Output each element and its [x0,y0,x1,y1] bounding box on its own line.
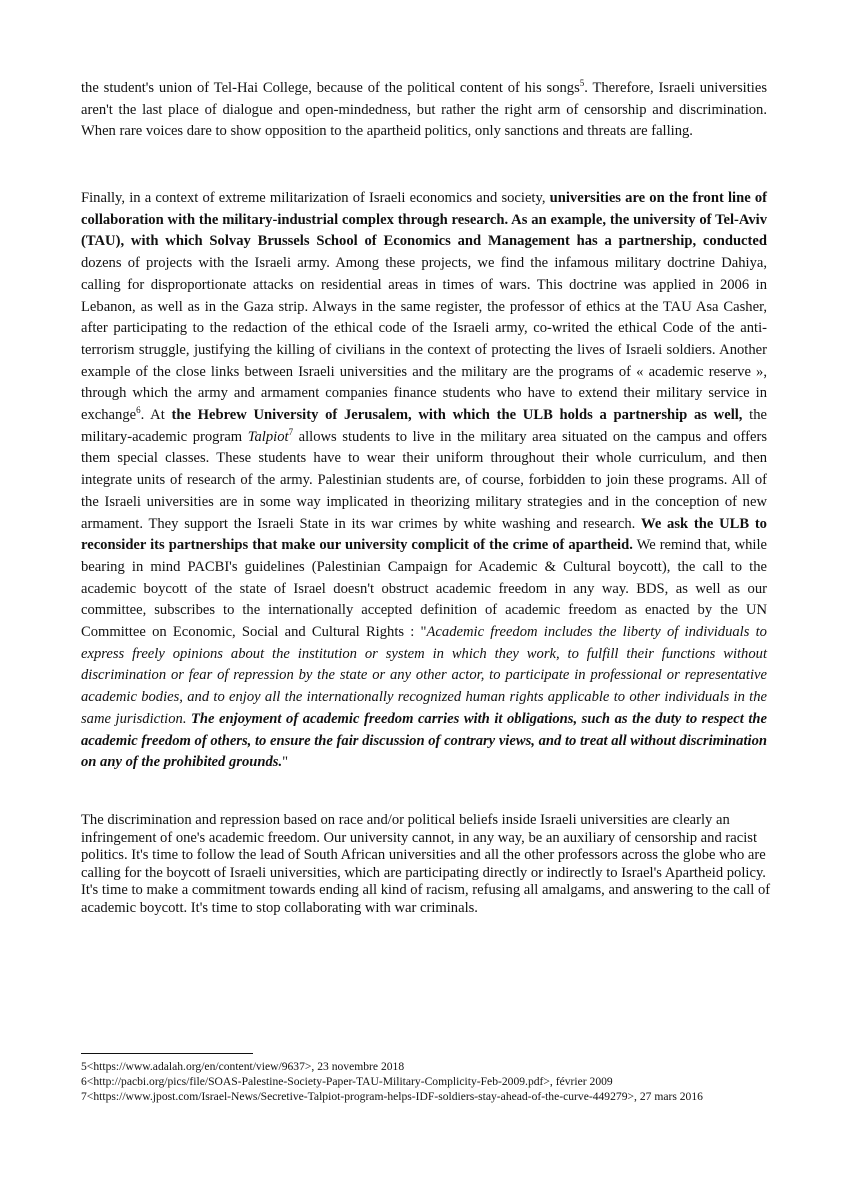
footnote-6: 6<http://pacbi.org/pics/file/SOAS-Palestine-Society-Paper-TAU-Military-Complicity-Feb-2009.pdf>, février 2009 [81,1075,613,1089]
paragraph-2-text: We remind that, while bearing in mind PACBI's guidelines (Palestinian Campaign for Academic & Cultural boycott), the call to the academic boycott of the state of Israel doesn't obstruct academic freedom in any way. BDS, as well as our committee, subscribes to the internationally accepted definition of academic freedom as enacted by the UN Committee on Economic, Social and Cultural Rights : " [81,537,767,641]
paragraph-2-text: the military-academic program [81,407,767,445]
paragraph-2-text: dozens of projects with the Israeli army. Among these projects, we find the infamous military doctrine Dahiya, calling for disproportionate attacks on residential areas in times of wars. This doctrine was applied in 2006 in Lebanon, as well as in the Gaza strip. Always in the same register, the professor of ethics at the TAU Asa Casher, after participating to the redaction of the ethical code of the Israeli army, co-writed the ethical Code of the anti-terrorism struggle, justifying the killing of civilians in the context of protecting the lives of Israeli soldiers. Another example of the close links between Israeli universities and the military are the programs of « academic reserve », through which the army and armament companies finance students who have to extend their military service in exchange [81,255,767,424]
paragraph-2-bold-hebrew-university: the Hebrew University of Jerusalem, with which the ULB holds a partnership as well, [171,407,743,424]
academic-freedom-quote-bold: The enjoyment of academic freedom carries with it obligations, such as the duty to respect the academic freedom of others, to ensure the fair discussion of contrary views, and to treat all without discrimination on any of the prohibited grounds. [81,710,767,771]
academic-freedom-quote: Academic freedom includes the liberty of individuals to express freely opinions about the institution or system in which they work, to fulfill their functions without discrimination or fear of repression by the state or any other actor, to participate in professional or representative academic bodies, and to enjoy all the internationally recognized human rights applicable to other individuals in the same jurisdiction. [81,624,767,727]
paragraph-2 [81,188,767,774]
footnote-ref-7: 7 [288,426,294,437]
paragraph-2-bold-tau: universities are on the front line of collaboration with the military-industrial complex through research. As an example, the university of Tel-Aviv (TAU), with which Solvay Brussels School of Economics and Management has a partnership, conducted [81,190,767,250]
closing-quote: " [282,754,289,771]
footnote-separator [81,1053,253,1054]
footnote-5: 5<https://www.adalah.org/en/content/view/9637>, 23 novembre 2018 [81,1060,405,1073]
talpiot-italic: Talpiot [247,428,289,445]
paragraph-1-text: the student's union of Tel-Hai College, because of the political content of his songs [81,80,580,96]
paragraph-1-text-continued: . Therefore, Israeli universities aren't the last place of dialogue and open-mindedness, but rather the right arm of censorship and discrimination. When rare voices dare to show opposition to the apartheid politics, only sanctions and threats are falling. [81,80,767,140]
footnotes [81,1059,771,1105]
paragraph-2-bold-demand: We ask the ULB to reconsider its partnerships that make our university complicit of the crime of apartheid. [81,515,767,554]
paragraph-1 [81,78,767,143]
paragraph-2-text: Finally, in a context of extreme militarization of Israeli economics and society, [81,190,550,206]
paragraph-2-text: allows students to live in the military area situated on the campus and offers them special classes. These students have to wear their uniform throughout their whole curriculum, and then integrate units of research of the army. Palestinian students are, of course, forbidden to join these programs. All of the Israeli universities are in some way implicated in theorizing military strategies and in the conception of new armament. They support the Israeli State in its war crimes by white washing and research. [81,428,767,532]
footnote-ref-6: 6 [136,405,141,416]
paragraph-3: The discrimination and repression based on race and/or political beliefs inside Israeli universities are clearly an infringement of one's academic freedom. Our university cannot, in any way, be an auxiliary of censorship and racist politics. It's time to follow the lead of South African universities and all the other professors across the globe who are calling for the boycott of Israeli universities, which are participating directly or indirectly to Israel's Apartheid policy. It's time to make a commitment towards ending all kind of racism, refusing all amalgams, and answering to the call of academic boycott. It's time to stop collaborating with war criminals. [81,812,771,916]
paragraph-2-text: . At [140,407,172,424]
footnote-ref-5: 5 [579,78,585,89]
footnote-7: 7<https://www.jpost.com/Israel-News/Secretive-Talpiot-program-helps-IDF-soldiers-stay-ahead-of-the-curve-449279>, 27 mars 2016 [81,1090,703,1104]
